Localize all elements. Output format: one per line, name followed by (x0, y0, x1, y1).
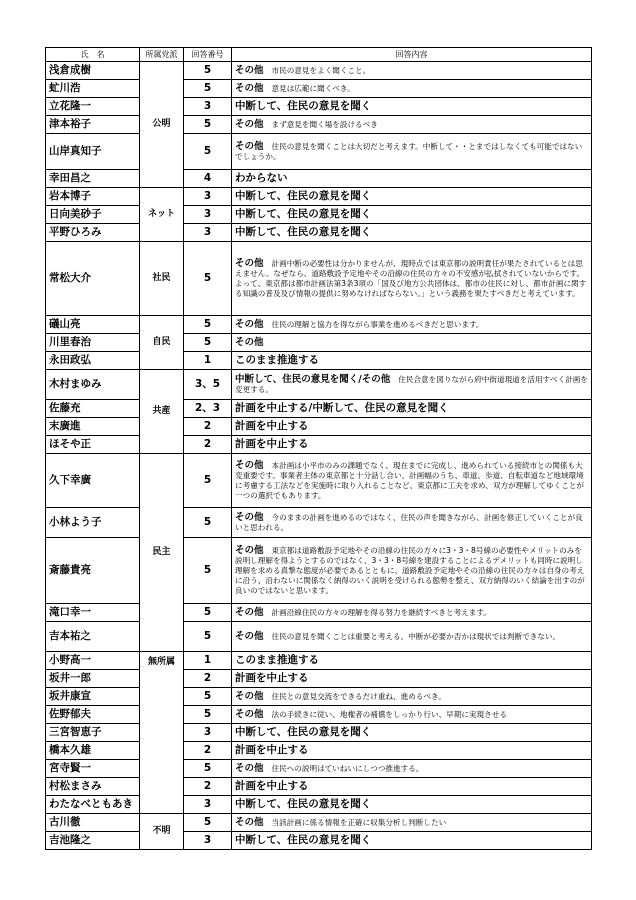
table-row (46, 622, 592, 652)
answer-detail: 住民の理解と協力を得ながら事業を進めるべきだと思います。 (271, 319, 484, 329)
answer-content (232, 604, 592, 622)
member-name: 佐藤充 (46, 400, 140, 418)
answer-category: その他 (235, 816, 264, 828)
answer-content (232, 334, 592, 352)
answer-number: 1 (184, 352, 232, 370)
answer-content (232, 242, 592, 316)
answer-number: 5 (184, 538, 232, 604)
table-row (46, 814, 592, 832)
table-row (46, 206, 592, 224)
table-row (46, 134, 592, 170)
answer-content (232, 134, 592, 170)
table-row (46, 188, 592, 206)
answer-number: 3 (184, 98, 232, 116)
member-name: 虻川浩 (46, 80, 140, 98)
answer-category: 中断して、住民の意見を聞く (235, 226, 372, 238)
answer-detail: 法の手続きに従い、地権者の補償をしっかり行い、早期に実現させる (271, 709, 507, 719)
header-name: 氏 名 (46, 48, 140, 62)
table-row (46, 796, 592, 814)
member-name: 永田政弘 (46, 352, 140, 370)
answer-detail: 本計画は小平市のみの課題でなく、現在までに完成し、進められている接続市との関係も大変重要です。事業者主体の東京都と十分話し合い、計画幅のうち、車道、歩道、自転車道など地域環境に考慮する工法などを実施時に取り入れることなど、東京都に工夫を求め、双方が理解してゆくことが一つの選択でもあります。 (235, 460, 585, 500)
member-name: 幸田昌之 (46, 170, 140, 188)
answer-number: 5 (184, 80, 232, 98)
answer-number: 5 (184, 688, 232, 706)
answer-number: 5 (184, 242, 232, 316)
answer-number: 5 (184, 508, 232, 538)
table-row (46, 170, 592, 188)
table-row (46, 832, 592, 850)
answer-content (232, 706, 592, 724)
member-name: 川里春治 (46, 334, 140, 352)
answer-content (232, 796, 592, 814)
member-name: ほそや正 (46, 436, 140, 454)
answer-number: 2、3 (184, 400, 232, 418)
member-name: 吉本祐之 (46, 622, 140, 652)
answer-content (232, 832, 592, 850)
header-num: 回答番号 (184, 48, 232, 62)
table-row (46, 652, 592, 670)
answer-category: 中断して、住民の意見を聞く/その他 (235, 373, 391, 385)
answer-content (232, 400, 592, 418)
answer-number: 5 (184, 454, 232, 508)
answer-category: 計画を中止する (235, 420, 309, 432)
table-row (46, 688, 592, 706)
party-cell: 不明 (140, 814, 184, 850)
answer-number: 5 (184, 604, 232, 622)
table-row (46, 352, 592, 370)
answer-content (232, 622, 592, 652)
member-name: 村松まさみ (46, 778, 140, 796)
answer-category: 中断して、住民の意見を聞く (235, 190, 372, 202)
answer-category: その他 (235, 606, 264, 618)
answer-category: 中断して、住民の意見を聞く (235, 834, 372, 846)
table-row (46, 242, 592, 316)
party-cell: 民主 (140, 454, 184, 652)
answer-detail: 市民の意見をよく聞くこと。 (271, 65, 371, 75)
answer-content (232, 352, 592, 370)
party-cell: ネット (140, 188, 184, 242)
header-party: 所属党派 (140, 48, 184, 62)
answer-number: 3 (184, 796, 232, 814)
answer-content (232, 418, 592, 436)
answer-category: 計画を中止する (235, 780, 309, 792)
member-name: 立花隆一 (46, 98, 140, 116)
member-name: 岩本博子 (46, 188, 140, 206)
answer-number: 2 (184, 742, 232, 760)
answer-content (232, 316, 592, 334)
answer-category: その他 (235, 511, 264, 523)
member-name: 浅倉成樹 (46, 62, 140, 80)
answer-content (232, 98, 592, 116)
answer-content (232, 778, 592, 796)
answer-detail: 住民への説明はていねいにしつつ推進する。 (271, 763, 424, 773)
answer-number: 5 (184, 622, 232, 652)
answer-category: 計画を中止する (235, 438, 309, 450)
member-name: 橋本久雄 (46, 742, 140, 760)
answer-number: 5 (184, 334, 232, 352)
answer-category: その他 (235, 690, 264, 702)
answer-number: 5 (184, 760, 232, 778)
answer-number: 5 (184, 316, 232, 334)
member-name: 末廣進 (46, 418, 140, 436)
member-name: 小野高一 (46, 652, 140, 670)
answer-content (232, 116, 592, 134)
answer-category: 計画を中止する (235, 672, 309, 684)
member-name: 日向美砂子 (46, 206, 140, 224)
answer-category: その他 (235, 762, 264, 774)
answer-category: 中断して、住民の意見を聞く (235, 100, 372, 112)
member-name: 吉池隆之 (46, 832, 140, 850)
answer-content (232, 454, 592, 508)
table-row (46, 80, 592, 98)
answer-content (232, 724, 592, 742)
member-name: 坂井一郎 (46, 670, 140, 688)
table-row (46, 436, 592, 454)
member-name: 木村まゆみ (46, 370, 140, 400)
answer-content (232, 508, 592, 538)
survey-table (45, 47, 592, 850)
party-cell: 無所属 (140, 652, 184, 814)
answer-number: 1 (184, 652, 232, 670)
table-row (46, 334, 592, 352)
answer-number: 5 (184, 706, 232, 724)
answer-category: その他 (235, 140, 264, 152)
answer-category: その他 (235, 118, 264, 130)
answer-number: 3、5 (184, 370, 232, 400)
answer-category: わからない (235, 172, 288, 184)
member-name: 坂井康宣 (46, 688, 140, 706)
answer-category: このまま推進する (235, 354, 319, 366)
answer-content (232, 742, 592, 760)
answer-number: 2 (184, 670, 232, 688)
answer-content (232, 62, 592, 80)
answer-detail: 意見は広範に聞くべき。 (271, 83, 355, 93)
answer-category: その他 (235, 544, 264, 556)
table-row (46, 62, 592, 80)
answer-category: 中断して、住民の意見を聞く (235, 798, 372, 810)
answer-number: 2 (184, 778, 232, 796)
table-row (46, 604, 592, 622)
member-name: 平野ひろみ (46, 224, 140, 242)
table-row (46, 778, 592, 796)
member-name: 滝口幸一 (46, 604, 140, 622)
answer-number: 2 (184, 436, 232, 454)
answer-number: 5 (184, 134, 232, 170)
answer-category: このまま推進する (235, 654, 319, 666)
answer-content (232, 670, 592, 688)
answer-content (232, 436, 592, 454)
member-name: わたなべともあき (46, 796, 140, 814)
member-name: 小林よう子 (46, 508, 140, 538)
table-row (46, 670, 592, 688)
answer-content (232, 206, 592, 224)
party-cell: 共産 (140, 370, 184, 454)
answer-category: 計画を中止する (235, 744, 309, 756)
table-row (46, 224, 592, 242)
member-name: 常松大介 (46, 242, 140, 316)
answer-detail: 計画沿線住民の方々の理解を得る努力を継続すべきと考えます。 (271, 607, 491, 617)
answer-number: 3 (184, 206, 232, 224)
answer-detail: 住民合意を図りながら府中街道現道を活用すべく計画を変更する。 (235, 374, 588, 394)
answer-number: 2 (184, 418, 232, 436)
answer-category: 計画を中止する/中断して、住民の意見を聞く (235, 402, 449, 414)
member-name: 久下幸廣 (46, 454, 140, 508)
member-name: 三宮智恵子 (46, 724, 140, 742)
answer-category: その他 (235, 630, 264, 642)
member-name: 礒山亮 (46, 316, 140, 334)
answer-content (232, 538, 592, 604)
answer-number: 3 (184, 832, 232, 850)
table-row (46, 742, 592, 760)
answer-category: 中断して、住民の意見を聞く (235, 208, 372, 220)
answer-category: その他 (235, 64, 264, 76)
answer-number: 5 (184, 62, 232, 80)
answer-number: 3 (184, 188, 232, 206)
answer-category: その他 (235, 459, 264, 471)
member-name: 宮寺賢一 (46, 760, 140, 778)
table-row (46, 454, 592, 508)
answer-content (232, 760, 592, 778)
answer-category: 中断して、住民の意見を聞く (235, 726, 372, 738)
answer-number: 4 (184, 170, 232, 188)
table-row (46, 370, 592, 400)
answer-detail: 住民の意見を聞くことは大切だと考えます。中断して・・とまではしなくても可能ではないでしょうか。 (235, 141, 583, 161)
answer-detail: 東京都は道路敷設予定地やその沿線の住民の方々に3・3・8号線の必要性やメリットのみを説明し理解を得ようとするのではなく、3・3・8号線を建設することによるデメリットも同時に説明し理解を求める真摯な態度が必要であるとともに、道路敷設予定地やその沿線の住民の方々は自身の考えに沿う、沿わないに関係なく納得のいく説明を受けられる態勢を整え、双方納得のいく結論を出すのが良いのではないと思います。 (235, 545, 585, 595)
member-name: 山岸真知子 (46, 134, 140, 170)
answer-content (232, 814, 592, 832)
answer-number: 5 (184, 116, 232, 134)
answer-detail: 住民との意見交流をできるだけ重ね、進めるべき。 (271, 691, 446, 701)
answer-content (232, 80, 592, 98)
table-row (46, 508, 592, 538)
answer-content (232, 170, 592, 188)
answer-category: その他 (235, 336, 264, 348)
member-name: 佐野郁夫 (46, 706, 140, 724)
table-row (46, 724, 592, 742)
answer-content (232, 688, 592, 706)
answer-content (232, 224, 592, 242)
table-row (46, 418, 592, 436)
member-name: 津本裕子 (46, 116, 140, 134)
answer-category: その他 (235, 82, 264, 94)
answer-number: 3 (184, 724, 232, 742)
member-name: 古川徹 (46, 814, 140, 832)
answer-detail: まず意見を聞く場を設けるべき (271, 119, 378, 129)
table-row (46, 98, 592, 116)
header-row (46, 48, 592, 62)
answer-number: 5 (184, 814, 232, 832)
table-row (46, 400, 592, 418)
answer-category: その他 (235, 257, 264, 269)
answer-content (232, 652, 592, 670)
table-row (46, 116, 592, 134)
answer-detail: 当該計画に係る情報を正確に収集分析し判断したい (271, 817, 447, 827)
party-cell: 社民 (140, 242, 184, 316)
table-row (46, 538, 592, 604)
table-row (46, 316, 592, 334)
member-name: 斎藤貴亮 (46, 538, 140, 604)
party-cell: 公明 (140, 62, 184, 188)
table-row (46, 760, 592, 778)
answer-category: その他 (235, 708, 264, 720)
answer-category: その他 (235, 318, 264, 330)
table-row (46, 706, 592, 724)
answer-content (232, 370, 592, 400)
answer-content (232, 188, 592, 206)
answer-number: 3 (184, 224, 232, 242)
answer-detail: 計画中断の必要性は分かりませんが、現時点では東京都の説明責任が果たされているとは思えません。なぜなら、道路敷設予定地やその沿線の住民の方々の不安感が払拭されていないからです。よって、東京都は都市計画法第3条3項の「国及び地方公共団体は、都市の住民に対し、都市計画に関する知識の普及及び情報の提供に努めなければならない。」という義務を果たすべきだと考えています。 (235, 258, 587, 298)
answer-detail: 今のままの計画を進めるのではなく、住民の声を聞きながら、計画を修正していくことが良いと思われる。 (235, 512, 583, 532)
answer-detail: 住民の意見を聞くことは重要と考える。中断が必要か否かは現状では判断できない。 (271, 631, 561, 641)
party-cell: 自民 (140, 316, 184, 370)
header-content: 回答内容 (232, 48, 592, 62)
